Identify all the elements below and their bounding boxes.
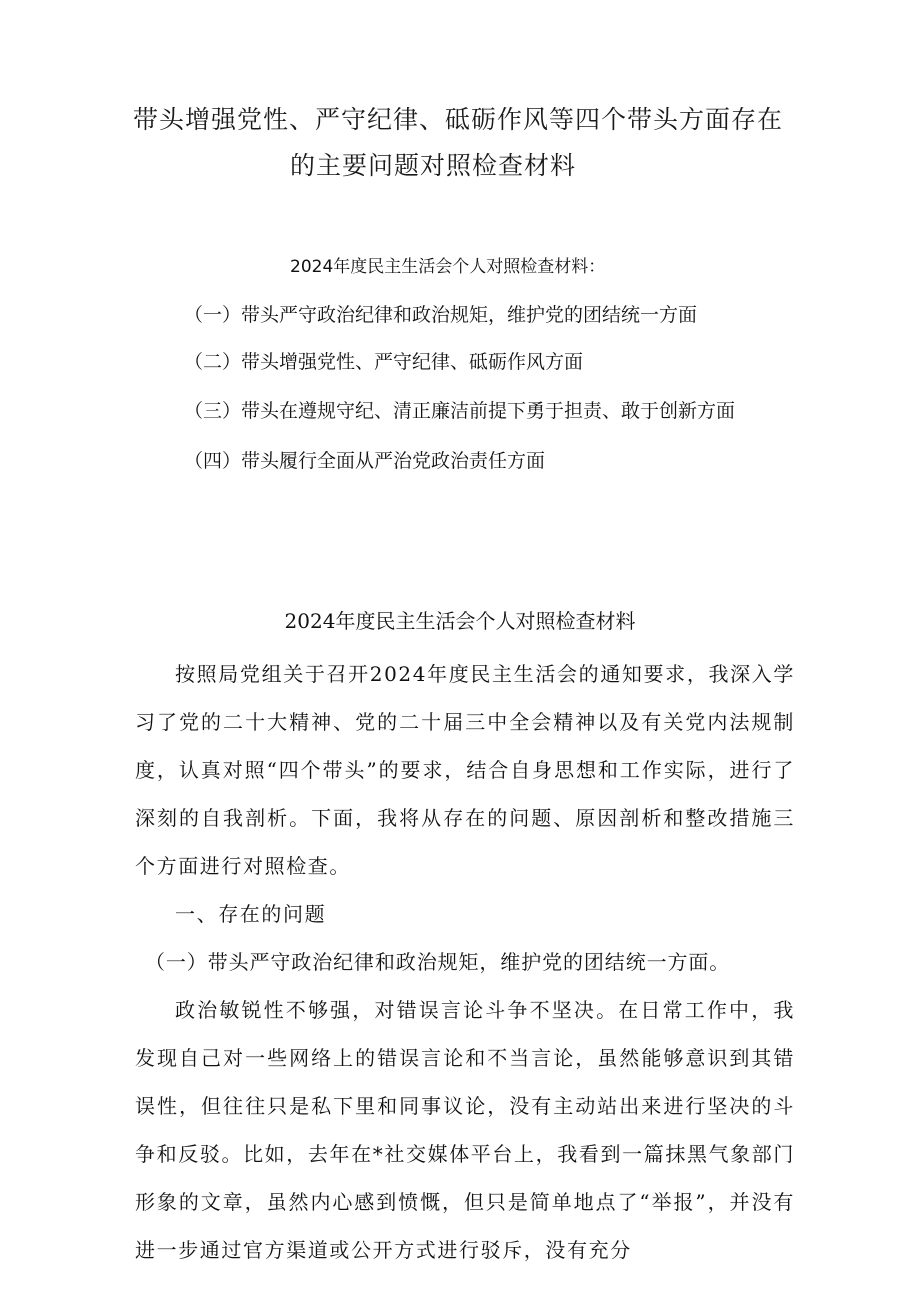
toc-item: （二）带头增强党性、严守纪律、砥砺作风方面	[184, 351, 584, 373]
subsection-heading: （一）带头严守政治纪律和政治规矩，维护党的团结统一方面。	[145, 950, 731, 974]
intro-paragraph: 按照局党组关于召开2024年度民主生活会的通知要求，我深入学习了党的二十大精神、党的二十届三中全会精神以及有关党内法规制度，认真对照“四个带头”的要求，结合自身思想和工作实际，进行了深刻的自我剖析。下面，我将从存在的问题、原因剖析和整改措施三个方面进行对照检查。	[135, 662, 795, 878]
body-paragraph: 政治敏锐性不够强，对错误言论斗争不坚决。在日常工作中，我发现自己对一些网络上的错误言论和不当言论，虽然能够意识到其错误性，但往往只是私下里和同事议论，没有主动站出来进行坚决的斗争和反驳。比如，去年在*社交媒体平台上，我看到一篇抹黑气象部门形象的文章，虽然内心感到愤慨，但只是简单地点了“举报”，并没有进一步通过官方渠道或公开方式进行驳斥，没有充分	[135, 998, 795, 1262]
toc-heading: 2024年度民主生活会个人对照检查材料：	[290, 257, 606, 277]
toc-item: （三）带头在遵规守纪、清正廉洁前提下勇于担责、敢于创新方面	[184, 400, 736, 422]
document-title: 2024年度民主生活会个人对照检查材料	[284, 609, 636, 633]
document-body	[135, 650, 795, 1274]
section-heading: 一、存在的问题	[175, 902, 327, 926]
page-title-line-2: 的主要问题对照检查材料	[290, 151, 577, 180]
toc-item: （一）带头严守政治纪律和政治规矩，维护党的团结统一方面	[184, 304, 698, 326]
toc-item: （四）带头履行全面从严治党政治责任方面	[184, 450, 546, 472]
page-title-line-1: 带头增强党性、严守纪律、砥砺作风等四个带头方面存在	[133, 105, 784, 134]
